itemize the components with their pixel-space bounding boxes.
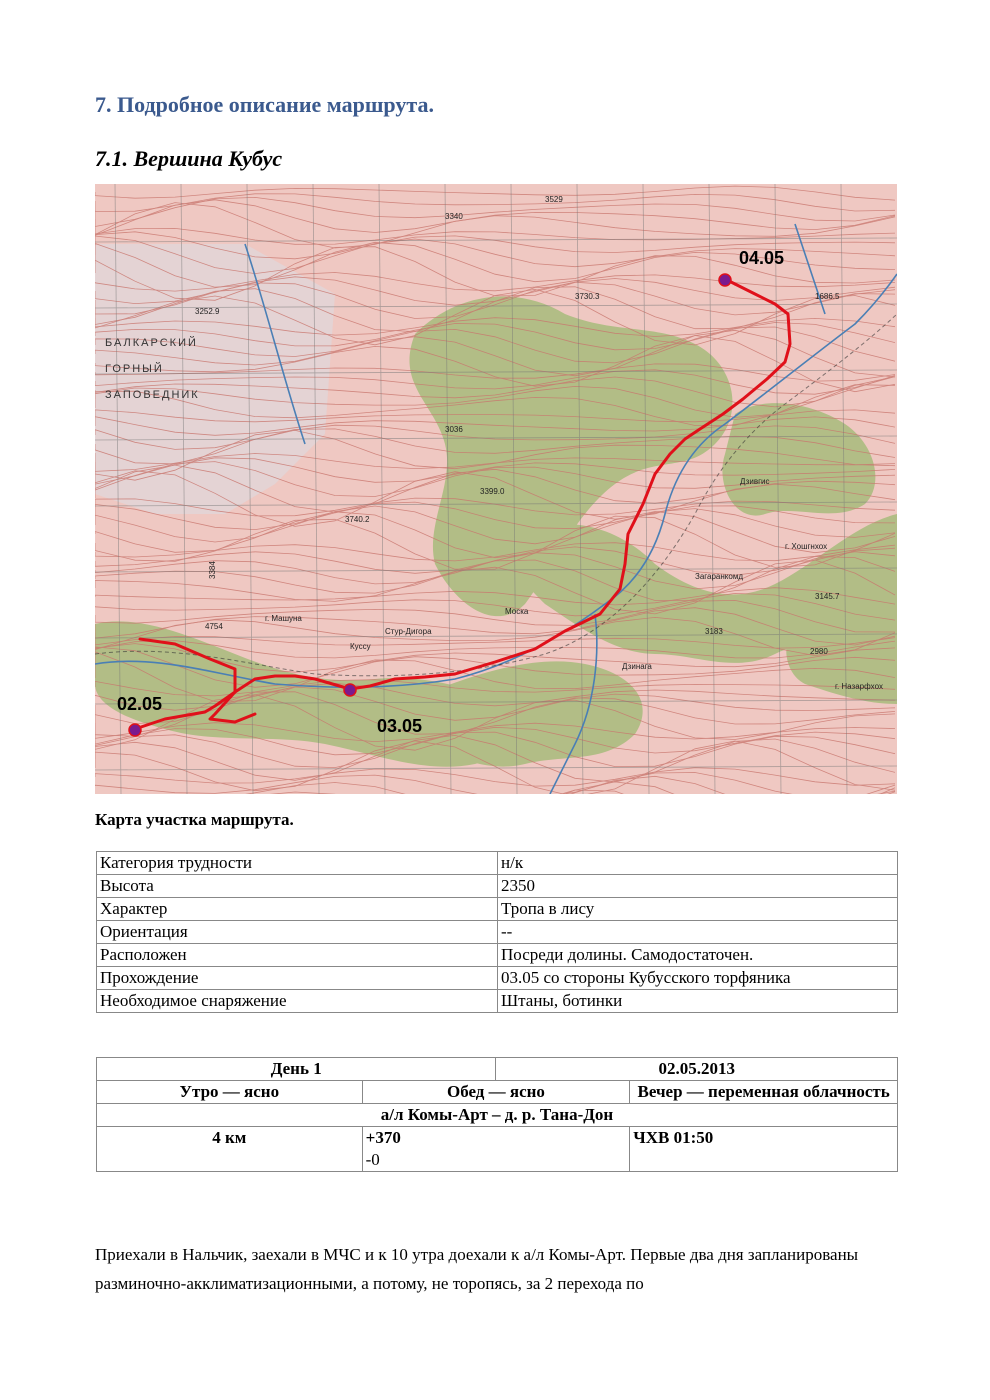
place-balkar3: ЗАПОВЕДНИК [105,389,200,401]
day-route: а/л Комы-Арт – д. р. Тана-Дон [97,1104,898,1127]
svg-text:4754: 4754 [205,622,223,631]
place-mashup: г. Машуна [265,614,302,623]
properties-row [97,898,898,921]
property-key: Высота [97,875,498,898]
svg-text:3740.2: 3740.2 [345,515,370,524]
place-hoshi: г. Хошгнхох [785,542,828,551]
label-day2: 03.05 [377,716,423,736]
weather-noon: Обед — ясно [362,1081,630,1104]
property-key: Расположен [97,944,498,967]
svg-text:3529: 3529 [545,195,563,204]
weather-row [97,1081,898,1104]
properties-row [97,921,898,944]
camp-marker-day2 [344,684,356,696]
place-dzhagara: Дзинага [622,662,652,671]
place-stur: Стур-Дигора [385,627,432,636]
properties-row [97,852,898,875]
property-value: Тропа в лису [498,898,898,921]
property-value: 03.05 со стороны Кубусского торфяника [498,967,898,990]
property-value: 2350 [498,875,898,898]
route-row [97,1104,898,1127]
svg-text:3730.3: 3730.3 [575,292,600,301]
properties-row [97,967,898,990]
properties-row [97,944,898,967]
day-header-row [97,1058,898,1081]
climb-down: -0 [365,1150,380,1169]
place-kussu: Куссу [350,642,371,651]
property-value: Посреди долины. Самодостаточен. [498,944,898,967]
svg-text:3036: 3036 [445,425,463,434]
day-table [96,1057,898,1172]
property-value: Штаны, ботинки [498,990,898,1013]
place-balkar1: БАЛКАРСКИЙ [105,337,198,349]
label-day3: 04.05 [739,248,785,268]
place-nazarf: г. Назарфхох [835,682,883,691]
climb-up: +370 [365,1128,401,1147]
stats-row [97,1127,898,1172]
weather-evening: Вечер — переменная облачность [630,1081,898,1104]
svg-text:3252.9: 3252.9 [195,307,220,316]
section-heading: 7. Подробное описание маршрута. [95,92,434,117]
property-key: Прохождение [97,967,498,990]
camp-marker-day3 [719,274,731,286]
day-climb [362,1127,630,1172]
svg-text:3145.7: 3145.7 [815,592,840,601]
camp-marker-day1 [129,724,141,736]
properties-row [97,875,898,898]
property-key: Категория трудности [97,852,498,875]
day-label: День 1 [97,1058,496,1081]
svg-text:3384: 3384 [208,561,217,579]
property-key: Характер [97,898,498,921]
svg-text:3183: 3183 [705,627,723,636]
property-value: -- [498,921,898,944]
svg-text:3399.0: 3399.0 [480,487,505,496]
svg-text:3340: 3340 [445,212,463,221]
day-date: 02.05.2013 [496,1058,898,1081]
property-key: Ориентация [97,921,498,944]
body-paragraph: Приехали в Нальчик, заехали в МЧС и к 10 утра доехали к а/л Комы-Арт. Первые два дня запланированы разминочно-акклиматизационными, а потому, не торопясь, за 2 перехода по [95,1245,859,1293]
day-distance: 4 км [97,1127,363,1172]
property-key: Необходимое снаряжение [97,990,498,1013]
property-value: н/к [498,852,898,875]
svg-text:1686.5: 1686.5 [815,292,840,301]
subsection-heading: 7.1. Вершина Кубус [95,146,283,171]
place-mosk: Моска [505,607,529,616]
day-time: ЧХВ 01:50 [630,1127,898,1172]
topographic-map [95,184,897,794]
peak-properties-table [96,851,898,1013]
place-balkar2: ГОРНЫЙ [105,363,164,375]
label-day1: 02.05 [117,694,163,714]
properties-row [97,990,898,1013]
place-dzhi: Дзивгис [740,477,770,486]
svg-text:2980: 2980 [810,647,828,656]
place-zagar: Загаранкомд [695,572,743,581]
weather-morning: Утро — ясно [97,1081,363,1104]
route-map [95,184,897,794]
map-caption: Карта участка маршрута. [95,810,294,829]
